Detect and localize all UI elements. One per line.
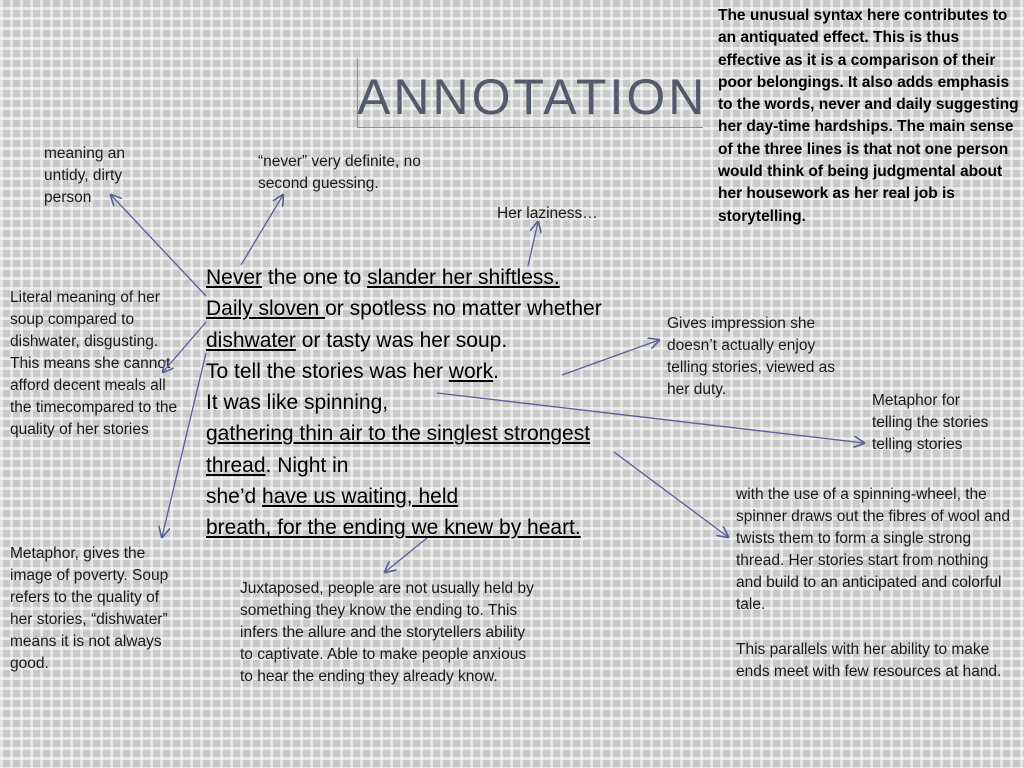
phrase-gathering-thin-air: gathering thin air to the singlest strongest <box>206 422 591 446</box>
arrow-poverty <box>162 353 206 537</box>
arrow-metaphor-telling <box>437 393 864 443</box>
phrase-waiting-held: have us waiting, held <box>262 485 459 509</box>
arrow-spinning <box>614 452 728 537</box>
note-sloven-meaning: meaning an untidy, dirty person <box>44 145 126 206</box>
arrow-juxtaposed <box>385 538 427 572</box>
note-spinning-wheel: with the use of a spinning-wheel, the spinner draws out the fibres of wool and twists them to form a single strong thread. Her stories start from nothing and build to an anticipated and colorful tale. <box>736 486 1010 613</box>
page-title: ANNOTATION <box>357 69 708 125</box>
poem-text: To tell the stories was her <box>206 359 449 383</box>
arrow-sloven <box>111 195 206 296</box>
arrow-laziness <box>528 222 538 266</box>
phrase-ending-by-heart: breath, for the ending we knew by heart. <box>206 516 581 540</box>
note-literal-soup: Literal meaning of her soup compared to dishwater, disgusting. This means she cannot afford decent meals all the timecompared to the quality of her stories <box>10 289 178 438</box>
phrase-daily-sloven: Daily sloven <box>206 297 326 321</box>
poem-text: or tasty was her soup. <box>295 328 508 352</box>
note-laziness: Her laziness… <box>497 205 598 222</box>
word-dishwater: dishwater <box>206 328 296 352</box>
note-parallel: This parallels with her ability to make ends meet with few resources at hand. <box>736 641 1002 680</box>
poem-text: the one to <box>262 266 368 289</box>
note-metaphor-telling: Metaphor for telling the stories telling stories <box>872 392 989 453</box>
note-syntax: The unusual syntax here contributes to an antiquated effect. This is thus effective as it is a comparison of their poor belongings. It also adds emphasis to the words, never and daily suggesting her day-time hardships. The main sense of the three lines is that not one person would think of being judgmental about her housework as her real job is storytelling. <box>718 7 1019 225</box>
poem-text: . Night in <box>265 453 349 477</box>
poem-text: or spotless no matter whether <box>325 297 602 321</box>
arrow-never <box>241 195 283 265</box>
word-work: work <box>448 359 494 383</box>
note-juxtaposed: Juxtaposed, people are not usually held by something they know the ending to. This infers the allure and the storytellers ability to captivate. Able to make people anxious to hear the ending they already know. <box>240 580 534 685</box>
poem-line-5: It was like spinning, <box>206 391 389 415</box>
poem-text: . <box>493 359 499 383</box>
poem-text: she’d <box>206 485 263 509</box>
word-thread: thread <box>206 453 266 477</box>
arrow-literal <box>163 322 206 372</box>
note-never: “never” very definite, no second guessing. <box>258 153 421 192</box>
arrow-work <box>562 340 659 375</box>
phrase-slander: slander her shiftless. <box>367 266 560 289</box>
note-work: Gives impression she doesn’t actually enjoy telling stories, viewed as her duty. <box>667 315 835 398</box>
word-never: Never <box>206 266 263 289</box>
note-poverty-metaphor: Metaphor, gives the image of poverty. Soup refers to the quality of her stories, “dishwater” means it is not always good. <box>10 545 169 672</box>
